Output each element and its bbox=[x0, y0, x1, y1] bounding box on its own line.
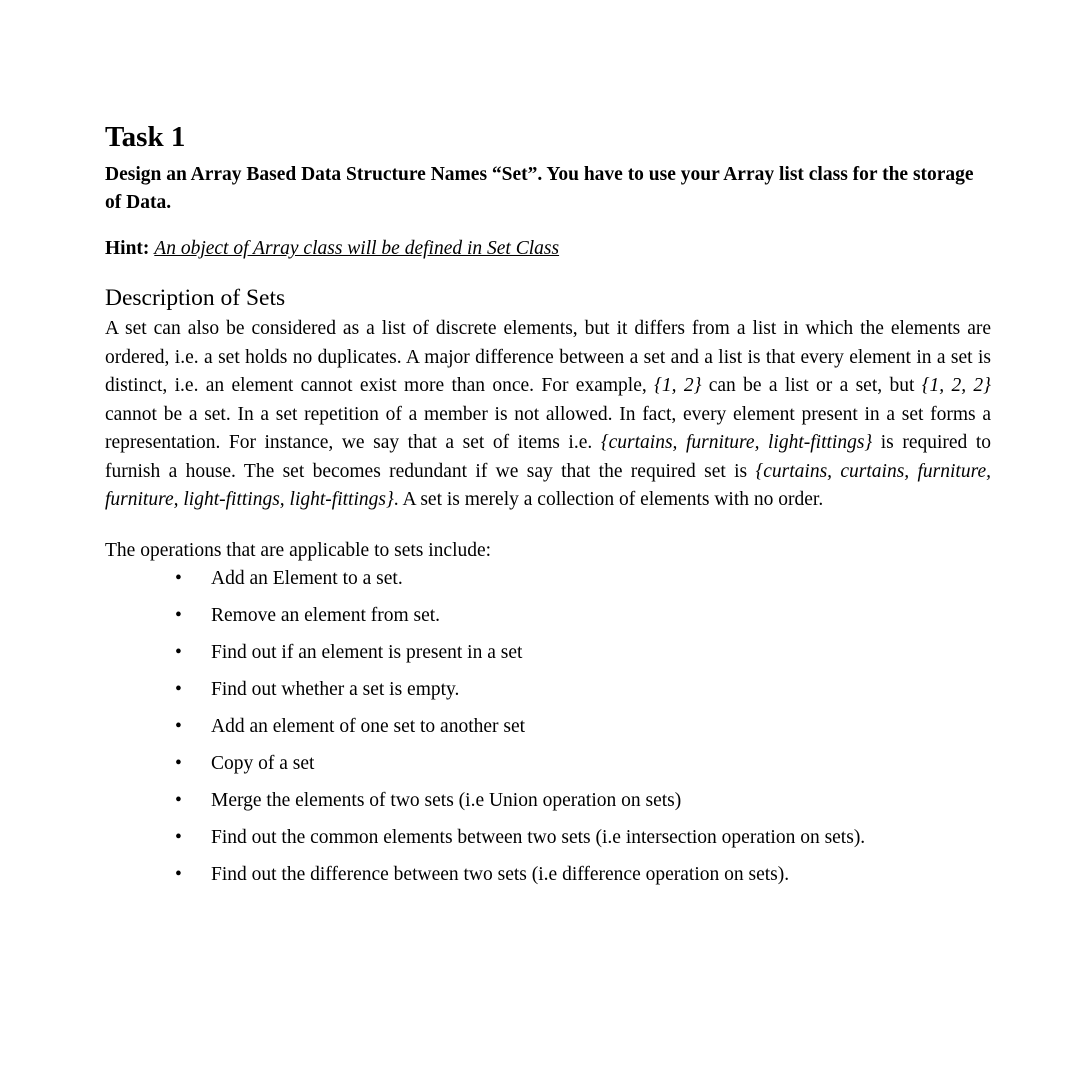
bullet-icon: • bbox=[175, 715, 182, 737]
list-item-text: Remove an element from set. bbox=[211, 604, 441, 626]
hint-text: An object of Array class will be defined in Set Class bbox=[154, 238, 560, 259]
list-item-text: Copy of a set bbox=[211, 752, 315, 774]
bullet-icon: • bbox=[175, 863, 182, 885]
list-item-text: Merge the elements of two sets (i.e Union operation on sets) bbox=[211, 789, 682, 811]
bullet-icon: • bbox=[175, 678, 182, 700]
para-text-2: can be a list or a set, but bbox=[701, 375, 922, 396]
para-example-3: {curtains, furniture, light-fittings} bbox=[600, 432, 873, 453]
hint-label: Hint: bbox=[105, 238, 150, 259]
bullet-icon: • bbox=[175, 641, 182, 663]
para-example-1: {1, 2} bbox=[654, 375, 702, 396]
list-item-text: Find out whether a set is empty. bbox=[211, 678, 460, 700]
list-item-text: Find out the common elements between two sets (i.e intersection operation on sets). bbox=[211, 826, 866, 848]
list-item-text: Add an element of one set to another set bbox=[211, 715, 526, 737]
para-text-4: is required to furnish a house. The set becomes redundant if we say that the required set is bbox=[105, 432, 992, 482]
para-text-1: A set can also be considered as a list of discrete elements, but it differs from a list in which the elements are ordered, i.e. a set holds no duplicates. A major difference between a set and a list is that every element in a set is distinct, i.e. an element cannot exist more than once. For example, bbox=[105, 318, 991, 396]
document-page bbox=[105, 118, 991, 898]
para-example-2: {1, 2, 2} bbox=[921, 375, 991, 396]
list-item-text: Find out if an element is present in a set bbox=[211, 641, 523, 663]
description-paragraph bbox=[105, 315, 991, 515]
list-item-text: Find out the difference between two sets (i.e difference operation on sets). bbox=[211, 863, 790, 885]
bullet-icon: • bbox=[175, 567, 182, 589]
bullet-icon: • bbox=[175, 826, 182, 848]
operations-intro: The operations that are applicable to sets include: bbox=[105, 539, 492, 561]
list-item bbox=[105, 824, 991, 852]
section-title: Description of Sets bbox=[105, 285, 286, 311]
list-item bbox=[105, 713, 991, 741]
list-item bbox=[105, 750, 991, 778]
task-title: Task 1 bbox=[105, 121, 186, 153]
bullet-icon: • bbox=[175, 752, 182, 774]
list-item bbox=[105, 861, 991, 889]
para-example-4: {curtains, curtains, furniture, furniture, light-fittings, light-fittings} bbox=[105, 460, 991, 510]
task-description: Design an Array Based Data Structure Names “Set”. You have to use your Array list class for the storage of Data. bbox=[105, 164, 974, 213]
list-item-text: Add an Element to a set. bbox=[211, 567, 403, 589]
bullet-icon: • bbox=[175, 604, 182, 626]
hint bbox=[105, 235, 991, 263]
para-text-3: cannot be a set. In a set repetition of a member is not allowed. In fact, every element present in a set forms a representation. For instance, we say that a set of items i.e. bbox=[105, 403, 991, 453]
operations-list bbox=[105, 565, 991, 889]
list-item bbox=[105, 676, 991, 704]
list-item bbox=[105, 639, 991, 667]
list-item bbox=[105, 565, 991, 593]
bullet-icon: • bbox=[175, 789, 182, 811]
list-item bbox=[105, 602, 991, 630]
list-item bbox=[105, 787, 991, 815]
para-text-5: . A set is merely a collection of elements with no order. bbox=[393, 489, 824, 510]
